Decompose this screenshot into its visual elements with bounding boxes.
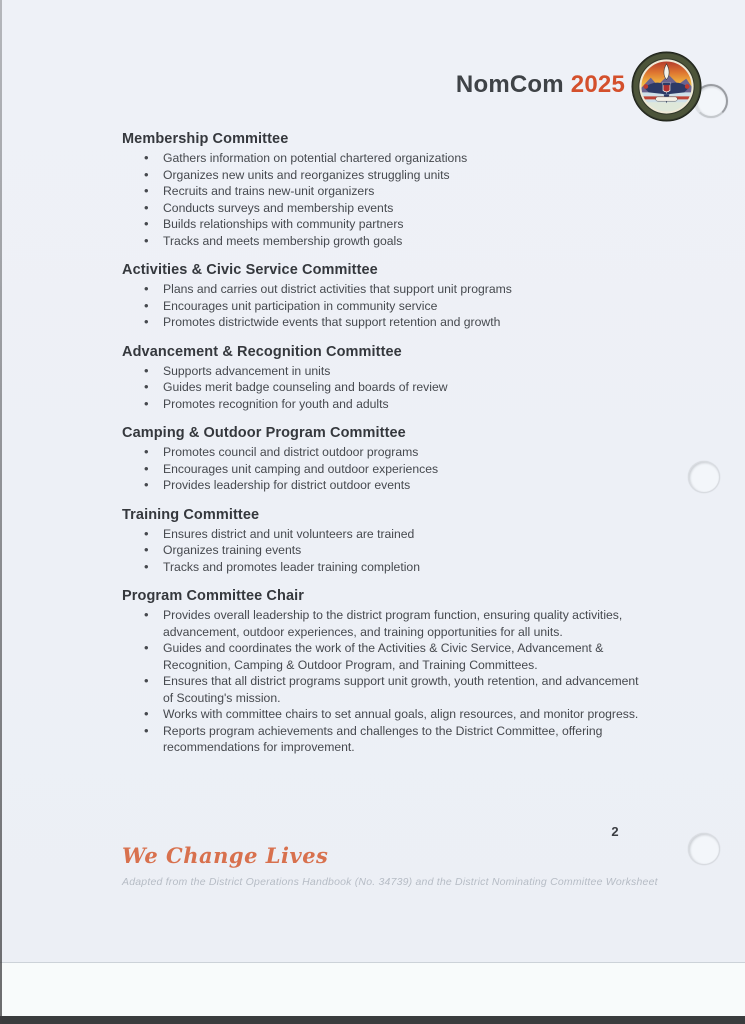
committee-section bbox=[122, 343, 647, 413]
bullet-item: • Provides overall leadership to the district program function, ensuring quality activities, advancement, outdoor experiences, and training opportunities for all units. bbox=[122, 607, 647, 640]
bullet-item: • Works with committee chairs to set annual goals, align resources, and monitor progress. bbox=[122, 706, 647, 723]
bullet-list bbox=[122, 281, 647, 331]
bullet-item: • Builds relationships with community partners bbox=[122, 216, 647, 233]
section-heading: Activities & Civic Service Committee bbox=[122, 262, 378, 278]
bullet-list bbox=[122, 607, 647, 756]
bullet-list bbox=[122, 363, 647, 413]
bullet-item: • Organizes training events bbox=[122, 542, 647, 559]
bullet-list bbox=[122, 150, 647, 249]
document-title bbox=[0, 71, 625, 99]
hole-punch-bottom bbox=[688, 833, 720, 865]
title-year: 2025 bbox=[570, 71, 625, 98]
committee-section bbox=[122, 587, 647, 756]
bullet-item: • Organizes new units and reorganizes struggling units bbox=[122, 167, 647, 184]
bullet-item: • Promotes districtwide events that support retention and growth bbox=[122, 314, 647, 331]
committee-sections bbox=[122, 130, 647, 768]
section-heading: Camping & Outdoor Program Committee bbox=[122, 425, 406, 441]
source-attribution-note: Adapted from the District Operations Handbook (No. 34739) and the District Nominating Committee Worksheet bbox=[122, 876, 658, 888]
bullet-item: • Conducts surveys and membership events bbox=[122, 200, 647, 217]
scanner-edge-shadow bbox=[0, 1016, 745, 1024]
bullet-item: • Recruits and trains new-unit organizers bbox=[122, 183, 647, 200]
bullet-item: • Encourages unit participation in community service bbox=[122, 298, 647, 315]
bullet-list bbox=[122, 444, 647, 494]
bullet-item: • Guides and coordinates the work of the Activities & Civic Service, Advancement & Recognition, Camping & Outdoor Program, and Training Committees. bbox=[122, 640, 647, 673]
section-heading: Training Committee bbox=[122, 506, 260, 523]
bullet-item: • Guides merit badge counseling and boards of review bbox=[122, 379, 647, 396]
committee-section bbox=[122, 130, 647, 249]
bullet-item: • Encourages unit camping and outdoor experiences bbox=[122, 461, 647, 478]
section-heading: Membership Committee bbox=[122, 131, 289, 147]
bsa-council-emblem-icon bbox=[631, 51, 702, 122]
hole-punch-middle bbox=[688, 461, 720, 493]
bullet-item: • Reports program achievements and challenges to the District Committee, offering recommendations for improvement. bbox=[122, 723, 647, 756]
page-number: 2 bbox=[611, 824, 619, 839]
under-sheet-edge bbox=[0, 963, 745, 1016]
bullet-item: • Tracks and meets membership growth goals bbox=[122, 233, 647, 250]
bullet-item: • Plans and carries out district activities that support unit programs bbox=[122, 281, 647, 298]
bullet-item: • Promotes recognition for youth and adults bbox=[122, 396, 647, 413]
bullet-list bbox=[122, 526, 647, 576]
committee-section bbox=[122, 506, 647, 576]
bullet-item: • Promotes council and district outdoor programs bbox=[122, 444, 647, 461]
we-change-lives-tagline: We Change Lives bbox=[122, 843, 329, 868]
section-heading: Advancement & Recognition Committee bbox=[122, 343, 402, 360]
page-left-edge bbox=[0, 0, 2, 1024]
bullet-item: • Supports advancement in units bbox=[122, 363, 647, 380]
committee-section bbox=[122, 261, 647, 331]
bullet-item: • Ensures district and unit volunteers are trained bbox=[122, 526, 647, 543]
title-text: NomCom bbox=[455, 71, 564, 98]
bullet-item: • Ensures that all district programs support unit growth, youth retention, and advancement of Scouting's mission. bbox=[122, 673, 647, 706]
committee-section bbox=[122, 424, 647, 494]
section-heading: Program Committee Chair bbox=[122, 588, 304, 604]
bullet-item: • Gathers information on potential chartered organizations bbox=[122, 150, 647, 167]
bullet-item: • Tracks and promotes leader training completion bbox=[122, 559, 647, 576]
bullet-item: • Provides leadership for district outdoor events bbox=[122, 477, 647, 494]
